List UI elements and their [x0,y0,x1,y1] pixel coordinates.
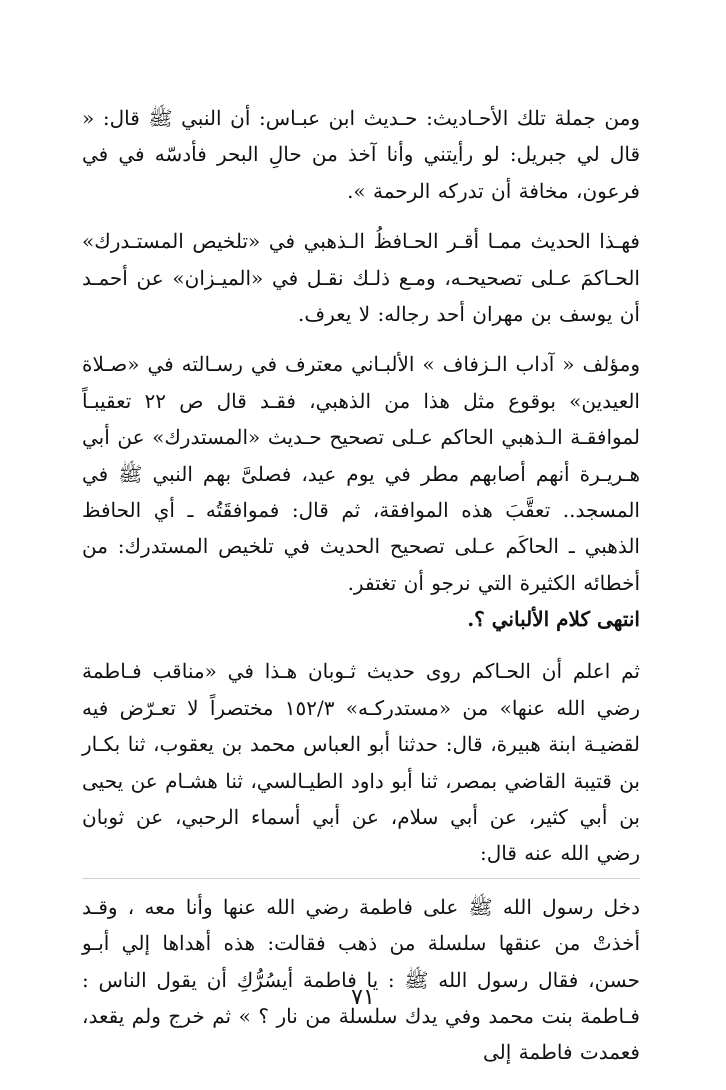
paragraph-4: ثم اعلم أن الحـاكم روى حديث ثـوبان هـذا في «مناقب فـاطمة رضي الله عنها» من «مستدركـه» ١٥٢/٣ مختصراً لا تعـرّض فيه لقضيـة ابنة هبيرة، قال: حدثنا أبو العباس محمد بن يعقوب، ثنا بكـار بن قتيبة القاضي بمصر، ثنا أبو داود الطيـالسي، ثنا هشـام عن يحيى بن أبي كثير، عن أبي سلام، عن أبي أسماء الرحبي، عن ثوبان رضي الله عنه قال: [82,659,640,866]
paragraph-3-closing: انتهى كلام الألباني ؟. [467,607,640,632]
paragraph-3: ومؤلف « آداب الـزفاف » الألبـاني معترف في رسـالته في «صـلاة العيدين» بوقوع مثل هذا من الذهبي، فقـد قال ص ٢٢ تعقيبـاً لموافقـة الـذهبي الحاكم عـلى تصحيح حـديث «المستدرك» عن أبي هـريـرة أنهم أصابهم مطر في يوم عيد، فصلىَّ بهم النبي ﷺ في المسجد.. تعقَّبَ هذه الموافقة، ثم قال: فموافقَتُه ـ أي الحافظ الذهبي ـ الحاكَم عـلى تصحيح الحديث في تلخيص المستدرك: من أخطائه الكثيرة التي نرجو أن تغتفر. [82,352,640,595]
section-divider [82,878,640,879]
paragraph-1: ومن جملة تلك الأحـاديث: حـديث ابن عبـاس: أن النبي ﷺ قال: « قال لي جبريل: لو رأيتني وأنا آخذ من حالِ البحر فأدسّه في في فرعون، مخافة أن تدركه الرحمة ». [82,106,640,203]
page-body [82,100,640,1071]
page-number: ٧١ [351,985,375,1010]
paragraph-2: فهـذا الحديث ممـا أقـر الحـافظُ الـذهبي في «تلخيص المستـدرك» الحـاكمَ عـلى تصحيحـه، ومـع ذلـك نقـل في «الميـزان» عن أحمـد أن يوسف بن مهران أحد رجاله: لا يعرف. [82,229,640,326]
paragraph-5: دخل رسول الله ﷺ على فاطمة رضي الله عنها وأنا معه ، وقـد أخذتْ من عنقها سلسلة من ذهب فقالت: هذه أهداها إلي أبـو حسن، فقال رسول الله ﷺ : يا فاطمة أيسُرُّكِ أن يقول الناس : فـاطمة بنت محمد وفي يدك سلسلة من نار ؟ » ثم خرج ولم يقعد، فعمدت فاطمة إلى [82,894,640,1065]
